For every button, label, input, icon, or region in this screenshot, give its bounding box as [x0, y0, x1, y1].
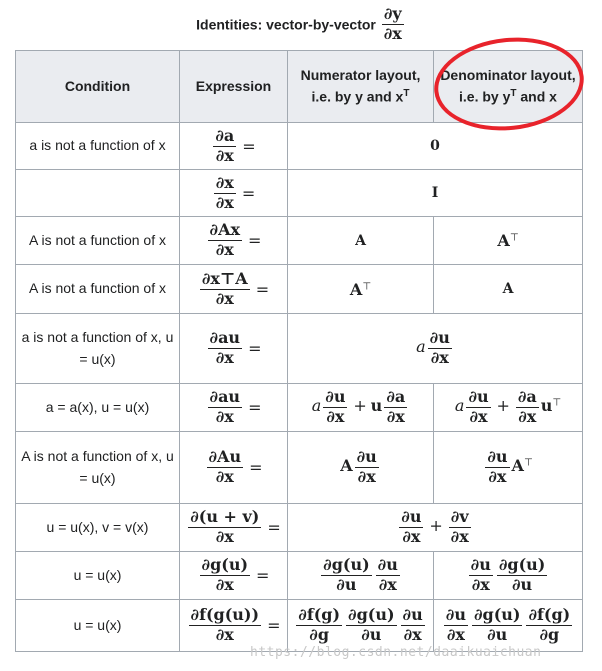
expression-cell: $\frac{\partial Au}{\partial x}$ = — [180, 432, 288, 504]
table-row — [16, 217, 583, 265]
denominator-result-cell: $\frac{\partial u}{\partial x}$ $\frac{\partial g(u)}{\partial u}$ $\frac{\partial f(g)}{\partial g}$ — [434, 600, 583, 652]
condition-cell: u = u(x), v = v(x) — [16, 504, 180, 552]
table-row — [16, 600, 583, 652]
numerator-result-cell: A — [288, 217, 434, 265]
numerator-result-cell: $\frac{\partial g(u)}{\partial u}$ $\frac{\partial u}{\partial x}$ — [288, 552, 434, 600]
numerator-result-cell: A⊤ — [288, 265, 434, 314]
caption-fraction: $\frac{\partial y}{\partial x}$ — [383, 4, 402, 43]
table-row — [16, 314, 583, 384]
table-row — [16, 432, 583, 504]
expression-cell: $\frac{\partial Ax}{\partial x}$ = — [180, 217, 288, 265]
table-row — [16, 265, 583, 314]
watermark: https://blog.csdn.net/daaikuaichuan — [250, 645, 542, 660]
expression-cell: $\frac{\partial f(g(u))}{\partial x}$ = — [180, 600, 288, 652]
denominator-result-cell: $\frac{\partial u}{\partial x}$ $\frac{\partial g(u)}{\partial u}$ — [434, 552, 583, 600]
expression-cell: $\frac{\partial x⊤A}{\partial x}$ = — [180, 265, 288, 314]
result-cell: 0 — [288, 123, 583, 170]
expression-cell: $\frac{\partial g(u)}{\partial x}$ = — [180, 552, 288, 600]
numerator-result-cell: $\frac{\partial f(g)}{\partial g}$ $\frac{\partial g(u)}{\partial u}$ $\frac{\partial u}{\partial x}$ — [288, 600, 434, 652]
denominator-result-cell: A — [434, 265, 583, 314]
condition-cell: u = u(x) — [16, 600, 180, 652]
result-cell: I — [288, 170, 583, 217]
expression-cell: $\frac{\partial au}{\partial x}$ = — [180, 314, 288, 384]
expression-cell: $\frac{\partial x}{\partial x}$ = — [180, 170, 288, 217]
condition-cell — [16, 170, 180, 217]
table-row — [16, 552, 583, 600]
header-denominator-layout: Denominator layout, i.e. by $y^T$ and x — [434, 51, 583, 123]
expression-cell: $\frac{\partial au}{\partial x}$ = — [180, 384, 288, 432]
table-row — [16, 384, 583, 432]
condition-cell: A is not a function of x — [16, 265, 180, 314]
result-cell: a $\frac{\partial u}{\partial x}$ — [288, 314, 583, 384]
table-row — [16, 504, 583, 552]
condition-cell: A is not a function of x, u = u(x) — [16, 432, 180, 504]
header-expression: Expression — [180, 51, 288, 123]
condition-cell: u = u(x) — [16, 552, 180, 600]
table-row — [16, 123, 583, 170]
expression-cell: $\frac{\partial a}{\partial x}$ = — [180, 123, 288, 170]
identities-table — [15, 50, 583, 652]
table-row — [16, 170, 583, 217]
table-caption — [0, 6, 602, 43]
numerator-result-cell: a $\frac{\partial u}{\partial x}$ + u $\frac{\partial a}{\partial x}$ — [288, 384, 434, 432]
numerator-result-cell: A $\frac{\partial u}{\partial x}$ — [288, 432, 434, 504]
denominator-result-cell: a $\frac{\partial u}{\partial x}$ + $\frac{\partial a}{\partial x}$ u⊤ — [434, 384, 583, 432]
header-condition: Condition — [16, 51, 180, 123]
denominator-result-cell: $\frac{\partial u}{\partial x}$ A⊤ — [434, 432, 583, 504]
result-cell: $\frac{\partial u}{\partial x}$ + $\frac{\partial v}{\partial x}$ — [288, 504, 583, 552]
header-numerator-layout: Numerator layout, i.e. by y and $x^T$ — [288, 51, 434, 123]
condition-cell: A is not a function of x — [16, 217, 180, 265]
denominator-result-cell: A⊤ — [434, 217, 583, 265]
header-row — [16, 51, 583, 123]
expression-cell: $\frac{\partial(u + v)}{\partial x}$ = — [180, 504, 288, 552]
condition-cell: a is not a function of x, u = u(x) — [16, 314, 180, 384]
caption-text: Identities: vector-by-vector — [196, 16, 376, 33]
condition-cell: a is not a function of x — [16, 123, 180, 170]
condition-cell: a = a(x), u = u(x) — [16, 384, 180, 432]
